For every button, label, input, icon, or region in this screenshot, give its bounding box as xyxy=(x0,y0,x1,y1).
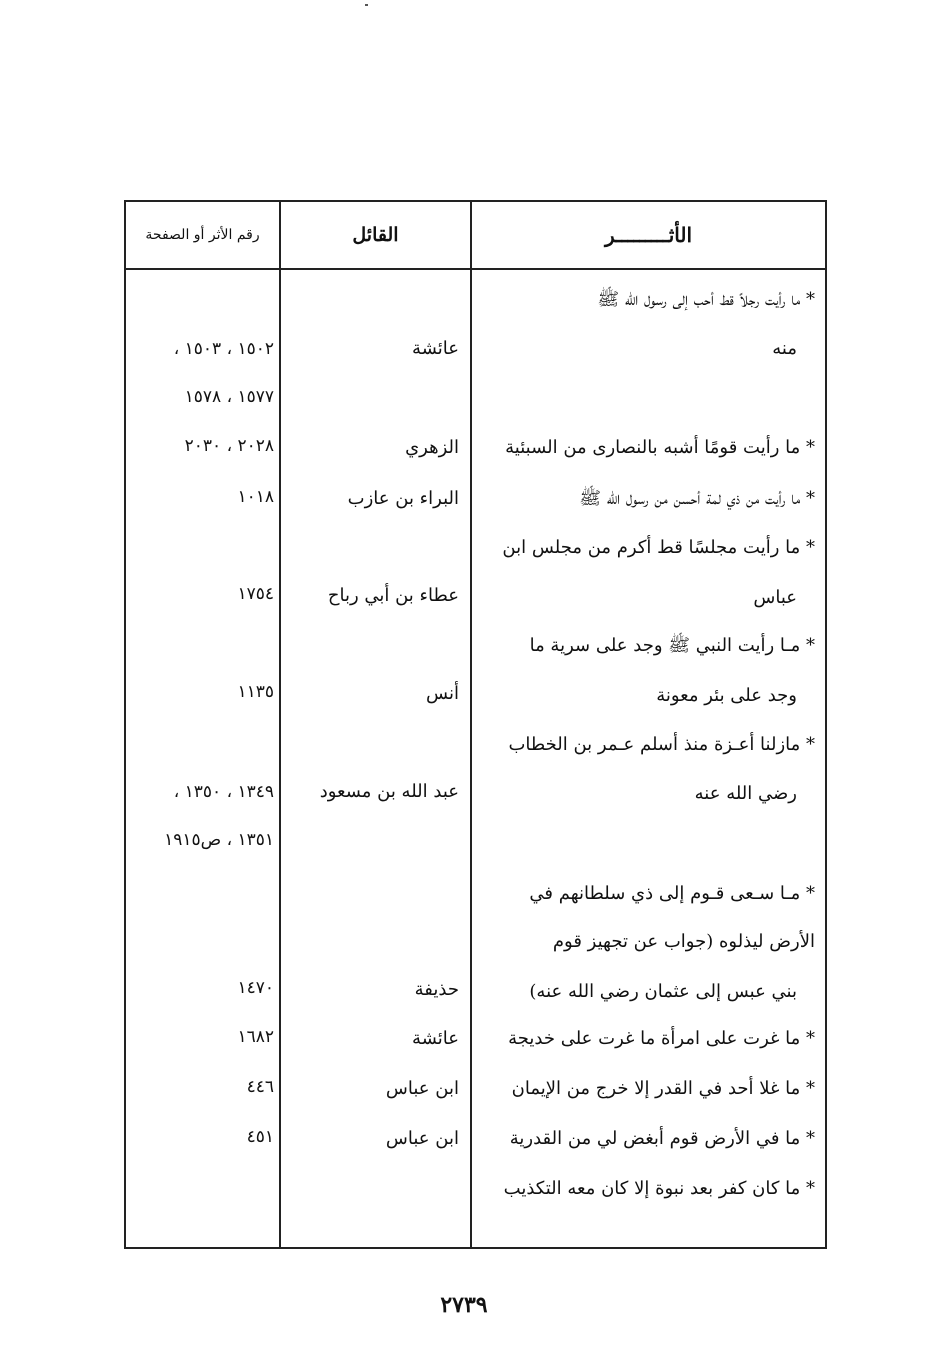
header-divider xyxy=(126,268,825,270)
athar-text: * ما رأيت من ذي لمة أحسن من رسول الله ﷺ xyxy=(579,488,815,509)
column-divider-ref xyxy=(279,202,281,1247)
athar-text: * مـا رأيت النبي ﷺ وجد على سرية ما xyxy=(529,635,815,656)
athar-text: * ما غرت على امرأة ما غرت على خديجة xyxy=(508,1028,815,1049)
qa-name: الزهري xyxy=(405,437,459,458)
athar-text: وجد على بئر معونة xyxy=(656,685,797,706)
header-qa: القائل xyxy=(352,224,399,246)
athar-text: * ما رأيت رجلاً قط أحب إلى رسول الله ﷺ xyxy=(597,289,815,310)
athar-text: * ما كان كفر بعد نبوة إلا كان معه التكذيب xyxy=(503,1178,815,1199)
athar-text: * ما رأيت مجلسًا قط أكرم من مجلس ابن xyxy=(502,537,815,558)
qa-name: عبد الله بن مسعود xyxy=(319,781,459,802)
page-number: ٢٧٣٩ xyxy=(440,1292,488,1318)
ref-number: ٤٥١ xyxy=(246,1127,274,1147)
ref-number: ٢٠٢٨ ، ٢٠٣٠ xyxy=(184,436,274,456)
ref-number: ١٦٨٢ xyxy=(237,1027,274,1047)
qa-name: عائشة xyxy=(412,338,459,359)
qa-name: ابن عباس xyxy=(385,1078,459,1099)
qa-name: أنس xyxy=(426,683,459,704)
qa-name: عائشة xyxy=(412,1028,459,1049)
ref-number: ١٧٥٤ xyxy=(237,584,274,604)
athar-text: عباس xyxy=(753,587,797,608)
qa-name: البراء بن عازب xyxy=(347,488,459,509)
athar-text: منه xyxy=(772,338,797,359)
qa-name: ابن عباس xyxy=(385,1128,459,1149)
ref-number: ١٤٧٠ xyxy=(237,978,274,998)
ref-number: ١٠١٨ xyxy=(237,487,274,507)
athar-text: * مازلنا أعـزة منذ أسلم عـمر بن الخطاب xyxy=(508,734,815,755)
athar-text: * مـا سـعى قـوم إلى ذي سلطانهم في xyxy=(529,883,815,904)
athar-text: * ما رأيت قومًا أشبه بالنصارى من السبئية xyxy=(505,437,815,458)
scan-mark xyxy=(365,4,368,6)
qa-name: عطاء بن أبي رباح xyxy=(327,585,459,606)
ref-number: ٤٤٦ xyxy=(246,1077,274,1097)
ref-number: ١١٣٥ xyxy=(237,682,274,702)
athar-text: رضي الله عنه xyxy=(694,783,797,804)
header-athar: الأثـــــــــر xyxy=(604,223,693,247)
athar-index-table xyxy=(124,200,827,1249)
athar-text: * ما غلا أحد في القدر إلا خرج من الإيمان xyxy=(511,1078,815,1099)
athar-text: * ما في الأرض قوم أبغض لي من القدرية xyxy=(509,1128,815,1149)
ref-number: ١٣٤٩ ، ١٣٥٠ ، xyxy=(173,782,274,802)
ref-number: ١٣٥١ ، ص١٩١٥ xyxy=(164,830,274,850)
athar-text: الأرض ليذلوه (جواب عن تجهيز قوم xyxy=(552,931,815,952)
qa-name: حذيفة xyxy=(414,979,459,1000)
ref-number: ١٥٧٧ ، ١٥٧٨ xyxy=(184,387,274,407)
athar-text: بني عبس إلى عثمان رضي الله عنه) xyxy=(529,981,797,1002)
ref-number: ١٥٠٢ ، ١٥٠٣ ، xyxy=(173,339,274,359)
header-ref: رقم الأثر أو الصفحة xyxy=(145,227,260,243)
